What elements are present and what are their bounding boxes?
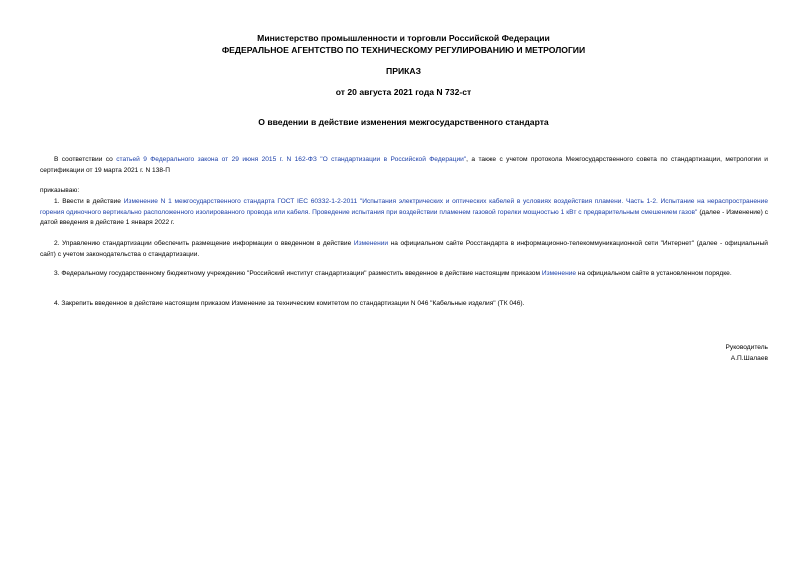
- intro-paragraph: [40, 155, 768, 176]
- order-word: приказываю:: [40, 187, 80, 194]
- signature-name: А.П.Шалаев: [730, 355, 768, 362]
- item-1-paragraph: [40, 197, 768, 229]
- doc-type: ПРИКАЗ: [386, 66, 421, 76]
- law-link[interactable]: статьей 9 Федерального закона от 29 июня 2015 г. N 162-ФЗ "О стандартизации в Российской Федерации": [116, 156, 467, 163]
- item-1-post: (далее - Изменение) с датой введения в действие 1 января 2022 г.: [40, 208, 769, 226]
- item-3-paragraph: [40, 269, 768, 280]
- item-3-pre: 3. Федеральному государственному бюджетному учреждению "Российский институт стандартизации" разместить введенное в действие настоящим приказом: [54, 270, 542, 277]
- item-1-pre: 1. Ввести в действие: [54, 198, 124, 205]
- amendment-link-3[interactable]: Изменение: [541, 270, 577, 277]
- item-3-post: на официальном сайте в установленном порядке.: [576, 270, 732, 277]
- item-4-paragraph: 4. Закрепить введенное в действие настоящим приказом Изменение за техническим комитетом по стандартизации N 046 "Кабельные изделия" (ТК 046).: [54, 300, 525, 307]
- item-2-paragraph: [40, 239, 768, 260]
- intro-text-post: , а также с учетом протокола Межгосударственного совета по стандартизации, метрологии и сертификации от 19 марта 2021 г. N 138-П: [40, 156, 768, 174]
- doc-date-number: от 20 августа 2021 года N 732-ст: [335, 87, 472, 97]
- agency-name: ФЕДЕРАЛЬНОЕ АГЕНТСТВО ПО ТЕХНИЧЕСКОМУ РЕГУЛИРОВАНИЮ И МЕТРОЛОГИИ: [221, 45, 586, 55]
- amendment-link-2[interactable]: Изменении: [353, 240, 389, 247]
- signature-position: Руководитель: [725, 344, 768, 351]
- ministry-name: Министерство промышленности и торговли Российской Федерации: [257, 33, 550, 43]
- intro-text-pre: В соответствии со: [54, 156, 117, 163]
- standard-amendment-link[interactable]: Изменение N 1 межгосударственного стандарта ГОСТ IEC 60332-1-2-2011 "Испытания электрических и оптических кабелей в условиях воздействия пламени. Часть 1-2. Испытание на нераспространение горения одиночного вертикально расположенного изолированного провода или кабеля. Проведение испытания при воздействии пламенем газовой горелки мощностью 1 кВт с предварительным смешением газов": [40, 198, 768, 216]
- item-2-pre: 2. Управлению стандартизации обеспечить размещение информации о введенном в действие: [54, 240, 354, 247]
- doc-title: О введении в действие изменения межгосударственного стандарта: [258, 117, 549, 127]
- item-2-post: на официальном сайте Росстандарта в информационно-телекоммуникационной сети "Интернет" (далее - официальный сайт) с учетом законодательства о стандартизации.: [40, 240, 768, 258]
